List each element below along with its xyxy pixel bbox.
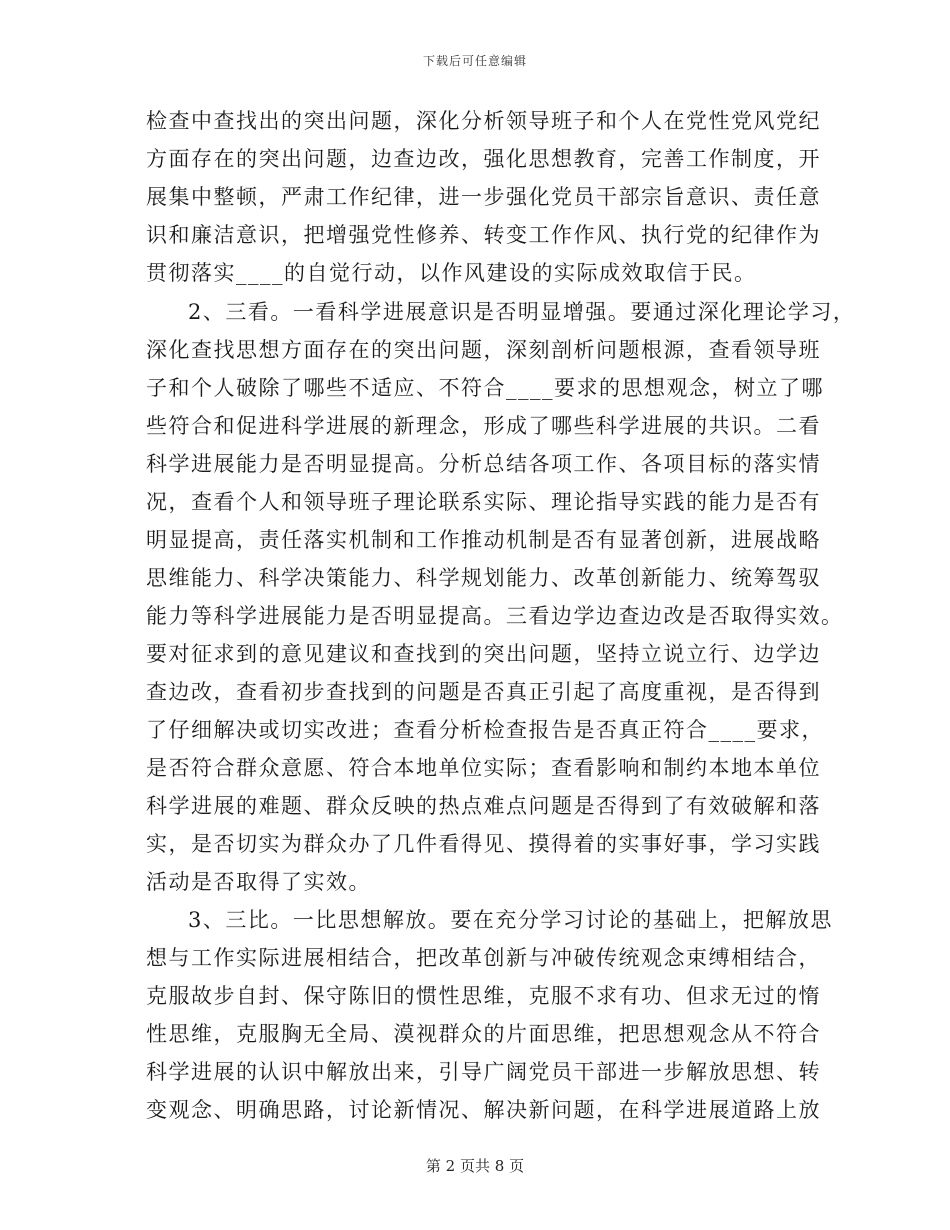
text-line: 方面存在的突出问题，边查边改，强化思想教育，完善工作制度，开 <box>146 147 821 171</box>
text-line: 科学进展的难题、群众反映的热点难点问题是否得到了有效破解和落 <box>146 794 821 818</box>
text-line: 贯彻落实____的自觉行动，以作风建设的实际成效取信于民。 <box>146 261 757 285</box>
text-line: 变观念、明确思路，讨论新情况、解决新问题，在科学进展道路上放 <box>146 1098 821 1122</box>
text-line: 实，是否切实为群众办了几件看得见、摸得着的实事好事，学习实践 <box>146 832 821 856</box>
text-line: 明显提高，责任落实机制和工作推动机制是否有显著创新，进展战略 <box>146 528 821 552</box>
text-line: 查边改，查看初步查找到的问题是否真正引起了高度重视，是否得到 <box>146 680 821 704</box>
text-line: 是否符合群众意愿、符合本地单位实际；查看影响和制约本地本单位 <box>146 756 821 780</box>
paragraph-first-line: 3、三比。一比思想解放。要在充分学习讨论的基础上，把解放思 <box>188 908 833 932</box>
page-number: 第 2 页共 8 页 <box>425 1157 525 1175</box>
text-line: 活动是否取得了实效。 <box>146 870 371 894</box>
text-line: 思维能力、科学决策能力、科学规划能力、改革创新能力、统筹驾驭 <box>146 566 821 590</box>
text-line: 些符合和促进科学进展的新理念，形成了哪些科学进展的共识。二看 <box>146 414 821 438</box>
text-line: 想与工作实际进展相结合，把改革创新与冲破传统观念束缚相结合， <box>146 946 821 970</box>
text-line: 能力等科学进展能力是否明显提高。三看边学边查边改是否取得实效。 <box>146 604 844 628</box>
text-line: 展集中整顿，严肃工作纪律，进一步强化党员干部宗旨意识、责任意 <box>146 185 821 209</box>
text-line: 识和廉洁意识，把增强党性修养、转变工作作风、执行党的纪律作为 <box>146 223 821 247</box>
page-header: 下载后可任意编辑 <box>422 54 527 68</box>
text-line: 科学进展能力是否明显提高。分析总结各项工作、各项目标的落实情 <box>146 452 821 476</box>
text-line: 况，查看个人和领导班子理论联系实际、理论指导实践的能力是否有 <box>146 490 821 514</box>
text-line: 科学进展的认识中解放出来，引导广阔党员干部进一步解放思想、转 <box>146 1060 821 1084</box>
text-line: 了仔细解决或切实改进；查看分析检查报告是否真正符合____要求， <box>146 718 824 742</box>
text-line: 性思维，克服胸无全局、漠视群众的片面思维，把思想观念从不符合 <box>146 1022 821 1046</box>
paragraph-first-line: 2、三看。一看科学进展意识是否明显增强。要通过深化理论学习， <box>188 300 856 324</box>
text-line: 克服故步自封、保守陈旧的惯性思维，克服不求有功、但求无过的惰 <box>146 984 821 1008</box>
text-line: 要对征求到的意见建议和查找到的突出问题，坚持立说立行、边学边 <box>146 642 821 666</box>
text-line: 检查中查找出的突出问题，深化分析领导班子和个人在党性党风党纪 <box>146 109 821 133</box>
text-line: 子和个人破除了哪些不适应、不符合____要求的思想观念，树立了哪 <box>146 376 824 400</box>
text-line: 深化查找思想方面存在的突出问题，深刻剖析问题根源，查看领导班 <box>146 338 821 362</box>
